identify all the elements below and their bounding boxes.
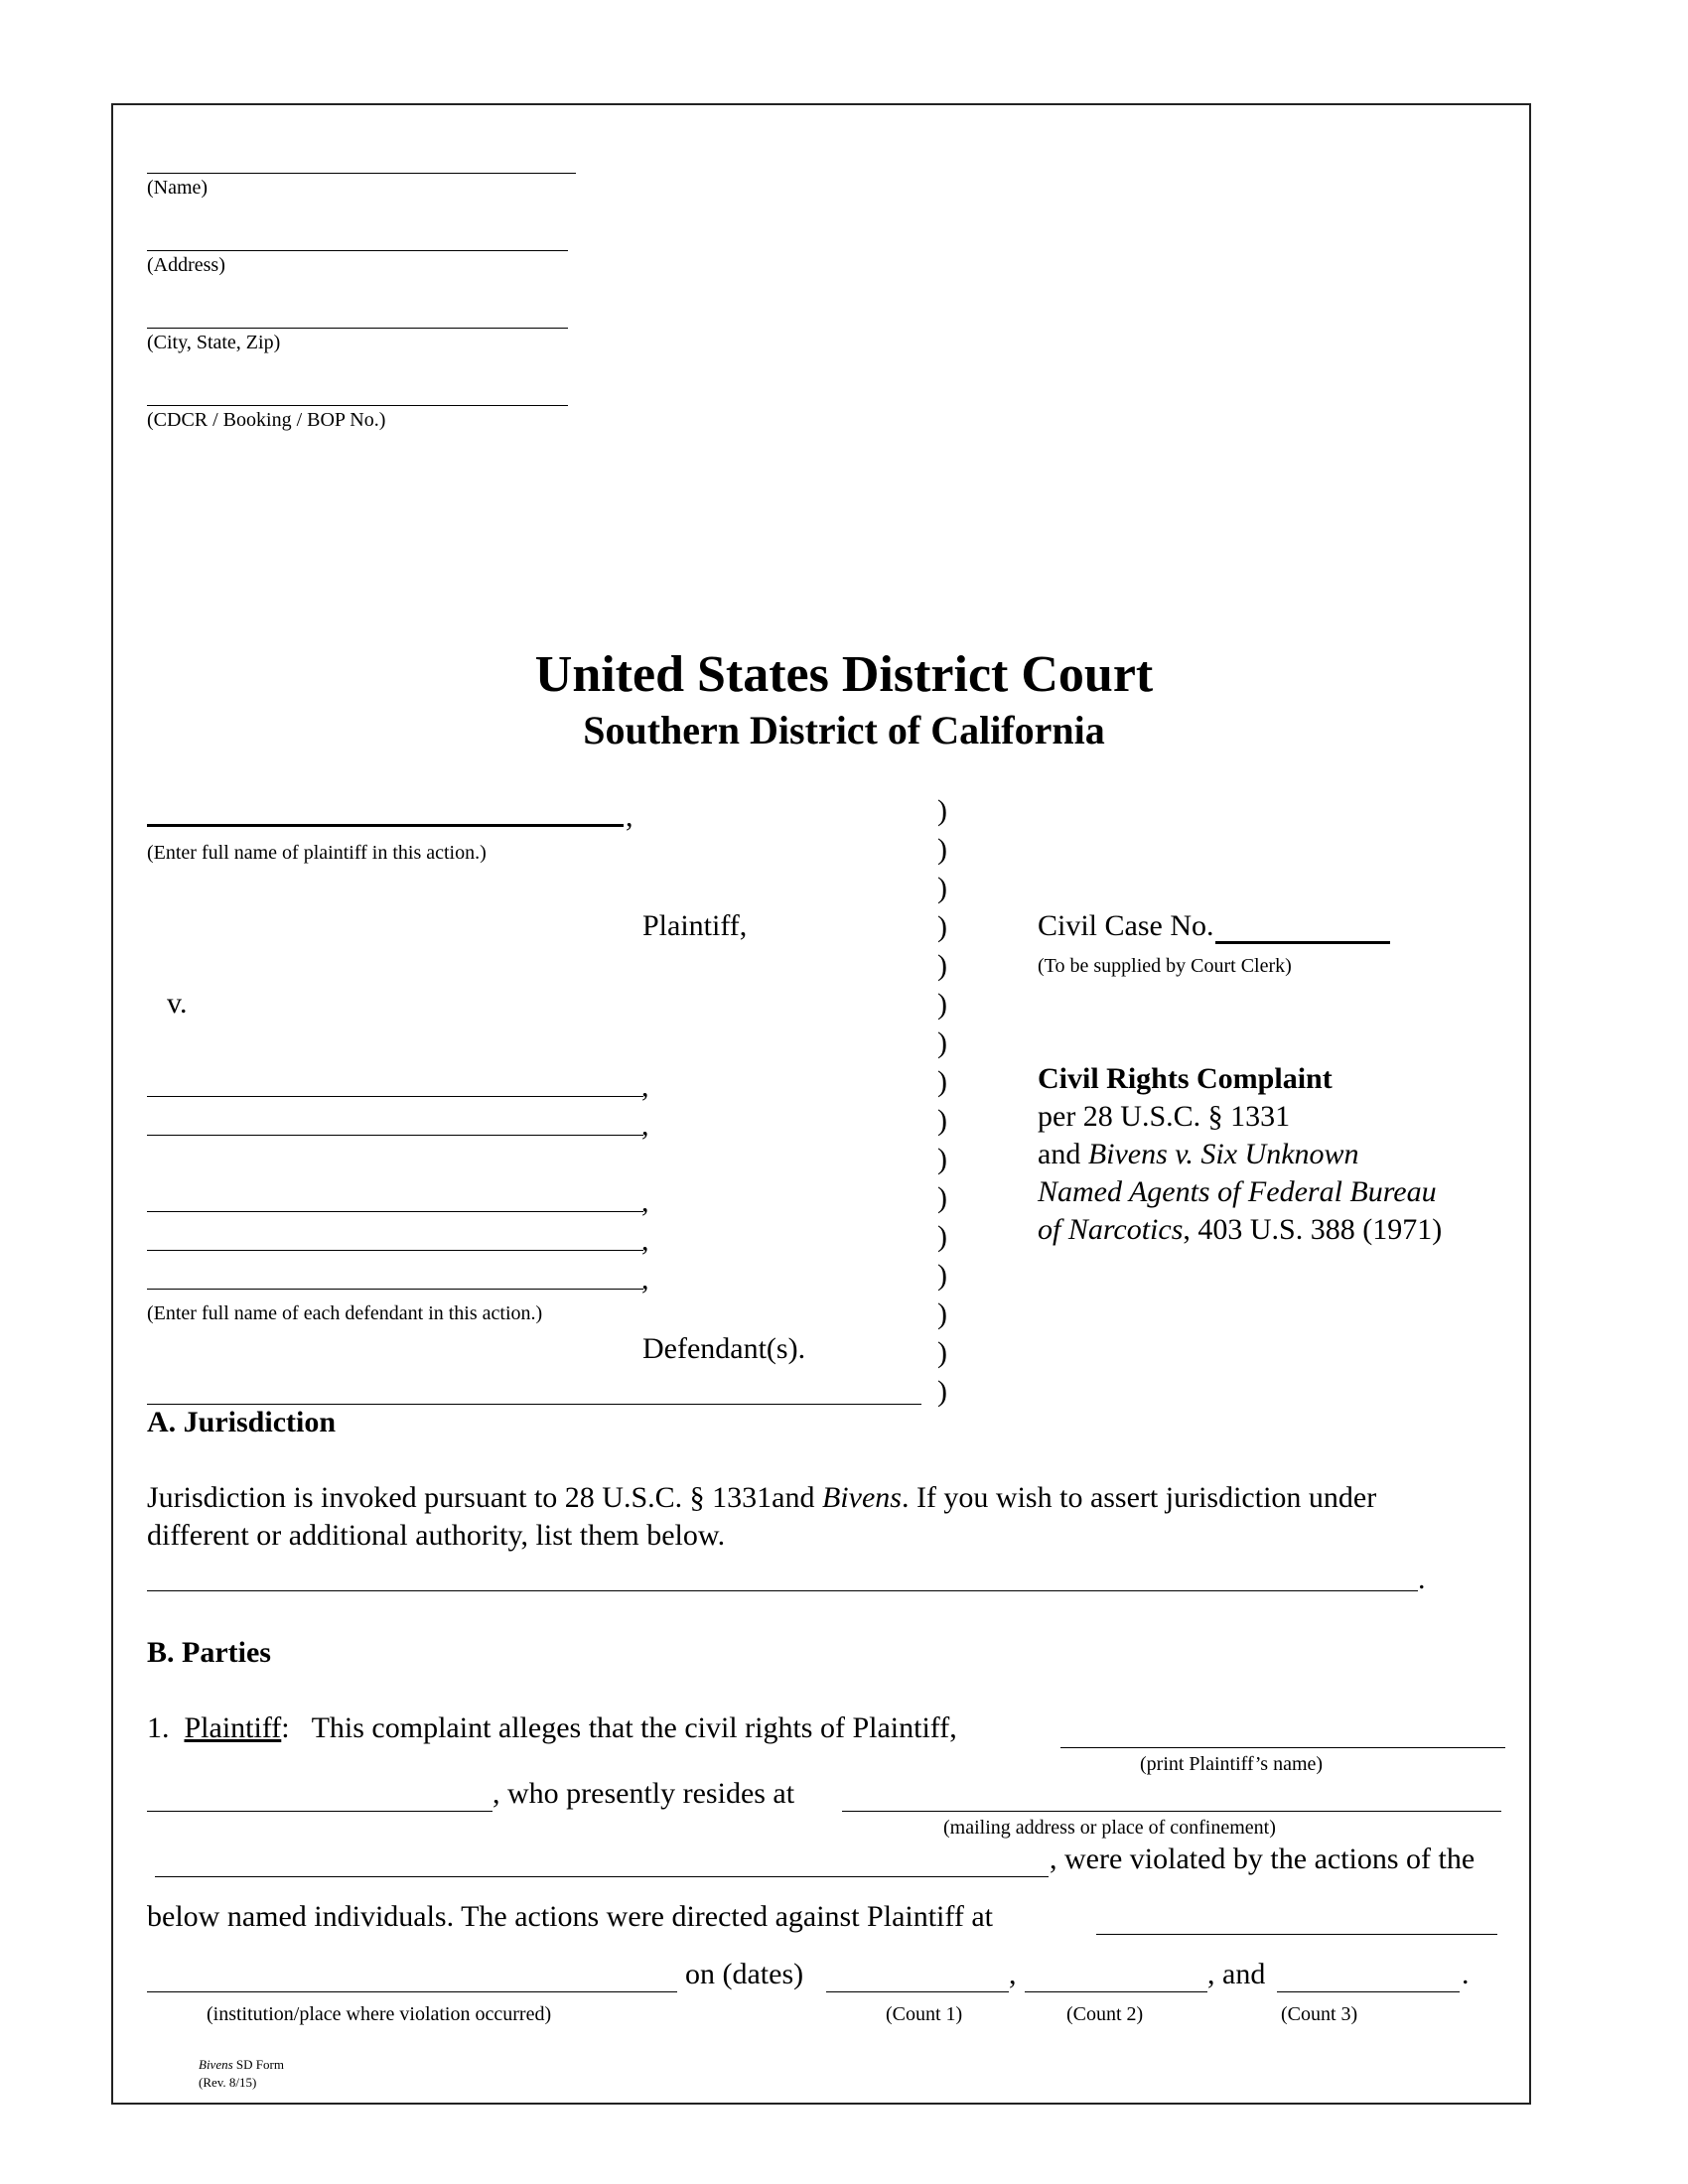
institution-line-2[interactable]: [147, 1991, 677, 1992]
city-label: (City, State, Zip): [147, 332, 281, 353]
institution-line-1[interactable]: [1096, 1934, 1497, 1935]
id-label: (CDCR / Booking / BOP No.): [147, 409, 386, 431]
count1-hint: (Count 1): [886, 2003, 963, 2025]
address-line-2[interactable]: [155, 1876, 1049, 1877]
defendant-comma-3: ,: [641, 1185, 649, 1218]
jurisdiction-authority-line[interactable]: [147, 1590, 1418, 1591]
institution-hint: (institution/place where violation occurred): [207, 2003, 552, 2025]
defendant-comma-4: ,: [641, 1224, 649, 1257]
count3-hint: (Count 3): [1281, 2003, 1358, 2025]
case-name-3-line: [1038, 1213, 1442, 1247]
case-no-label: Civil Case No.: [1038, 909, 1214, 942]
defendant-role: Defendant(s).: [642, 1332, 806, 1365]
caption-paren: ): [937, 1065, 947, 1098]
caption-paren: ): [937, 1297, 947, 1330]
footer-form-name: Bivens: [199, 2057, 233, 2072]
parties-heading: B. Parties: [147, 1636, 271, 1669]
resides-name-line[interactable]: [147, 1811, 492, 1812]
caption-paren: ): [937, 872, 947, 904]
complaint-title: Civil Rights Complaint: [1038, 1062, 1333, 1095]
caption-paren: ): [937, 794, 947, 827]
count1-date-line[interactable]: [826, 1991, 1009, 1992]
versus-label: v.: [167, 987, 188, 1020]
caption-bottom-line: [147, 1404, 921, 1405]
city-line[interactable]: [147, 328, 568, 329]
caption-paren: ): [937, 988, 947, 1021]
footer-form: [199, 2057, 284, 2073]
case-citation: , 403 U.S. 388 (1971): [1183, 1213, 1443, 1246]
address-hint: (mailing address or place of confinement): [943, 1817, 1276, 1839]
plaintiff-comma: ,: [626, 800, 633, 833]
parties-line-1: [147, 1711, 957, 1745]
address-line[interactable]: [147, 250, 568, 251]
count2-date-line[interactable]: [1025, 1991, 1207, 1992]
plaintiff-colon: :: [281, 1711, 290, 1744]
plaintiff-name-line[interactable]: [147, 824, 624, 827]
print-name-hint: (print Plaintiff’s name): [1140, 1753, 1324, 1775]
plaintiff-label: Plaintiff: [184, 1711, 282, 1744]
footer-form-rest: SD Form: [232, 2057, 284, 2072]
parties-text-1: This complaint alleges that the civil rights of Plaintiff,: [311, 1711, 957, 1744]
caption-paren: ): [937, 1181, 947, 1214]
caption-paren: ): [937, 1375, 947, 1408]
name-line[interactable]: [147, 173, 576, 174]
complaint-bivens-line: [1038, 1138, 1359, 1171]
defendant-line-4[interactable]: [147, 1250, 643, 1251]
jurisdiction-bivens: Bivens: [821, 1481, 902, 1514]
page-border: [111, 103, 1531, 2105]
caption-paren: ): [937, 1143, 947, 1175]
court-title: United States District Court: [534, 646, 1154, 703]
jurisdiction-text-3: different or additional authority, list them below.: [147, 1519, 726, 1552]
defendant-comma-1: ,: [641, 1070, 649, 1103]
footer-rev: (Rev. 8/15): [199, 2075, 257, 2090]
caption-paren: ): [937, 1259, 947, 1292]
caption-paren: ): [937, 1336, 947, 1369]
caption-paren: ): [937, 1026, 947, 1059]
id-line[interactable]: [147, 405, 568, 406]
court-district: Southern District of California: [583, 708, 1105, 752]
address-label: (Address): [147, 254, 225, 276]
below-text: below named individuals. The actions were directed against Plaintiff at: [147, 1900, 993, 1933]
and-text: and: [1038, 1138, 1081, 1170]
defendant-hint: (Enter full name of each defendant in this action.): [147, 1302, 543, 1324]
defendant-line-1[interactable]: [147, 1096, 643, 1097]
jurisdiction-period: .: [1418, 1563, 1426, 1595]
defendant-line-5[interactable]: [147, 1289, 643, 1290]
resides-text: , who presently resides at: [492, 1777, 795, 1810]
caption-paren: ): [937, 910, 947, 943]
count2-and: , and: [1207, 1958, 1266, 1990]
case-name-3: of Narcotics: [1038, 1213, 1184, 1246]
defendant-comma-2: ,: [641, 1109, 649, 1142]
count1-comma: ,: [1009, 1958, 1017, 1990]
address-line-1[interactable]: [842, 1811, 1501, 1812]
print-name-line[interactable]: [1060, 1747, 1505, 1748]
name-label: (Name): [147, 177, 209, 199]
caption-paren: ): [937, 1220, 947, 1253]
plaintiff-hint: (Enter full name of plaintiff in this action.): [147, 842, 487, 864]
case-name-2: Named Agents of Federal Bureau: [1038, 1175, 1437, 1208]
jurisdiction-text-line-1: [147, 1481, 1376, 1515]
complaint-statute: per 28 U.S.C. § 1331: [1038, 1100, 1291, 1133]
case-name: Bivens v. Six Unknown: [1087, 1138, 1359, 1170]
violated-text: , were violated by the actions of the: [1050, 1843, 1476, 1875]
count3-date-line[interactable]: [1277, 1991, 1460, 1992]
parties-num: 1.: [147, 1711, 170, 1744]
count2-hint: (Count 2): [1066, 2003, 1144, 2025]
case-no-hint: (To be supplied by Court Clerk): [1038, 955, 1292, 977]
defendant-line-2[interactable]: [147, 1135, 643, 1136]
count3-period: .: [1462, 1958, 1470, 1990]
jurisdiction-text-2: . If you wish to assert jurisdiction under: [901, 1481, 1377, 1514]
caption-paren: ): [937, 1104, 947, 1137]
defendant-comma-5: ,: [641, 1263, 649, 1296]
jurisdiction-text-1: Jurisdiction is invoked pursuant to 28 U.S.C. § 1331and: [147, 1481, 822, 1514]
caption-paren: ): [937, 949, 947, 982]
plaintiff-role: Plaintiff,: [642, 909, 748, 942]
jurisdiction-heading: A. Jurisdiction: [147, 1406, 337, 1438]
case-no-line[interactable]: [1215, 941, 1390, 944]
defendant-line-3[interactable]: [147, 1211, 643, 1212]
on-dates-text: on (dates): [685, 1958, 804, 1990]
caption-paren: ): [937, 833, 947, 866]
